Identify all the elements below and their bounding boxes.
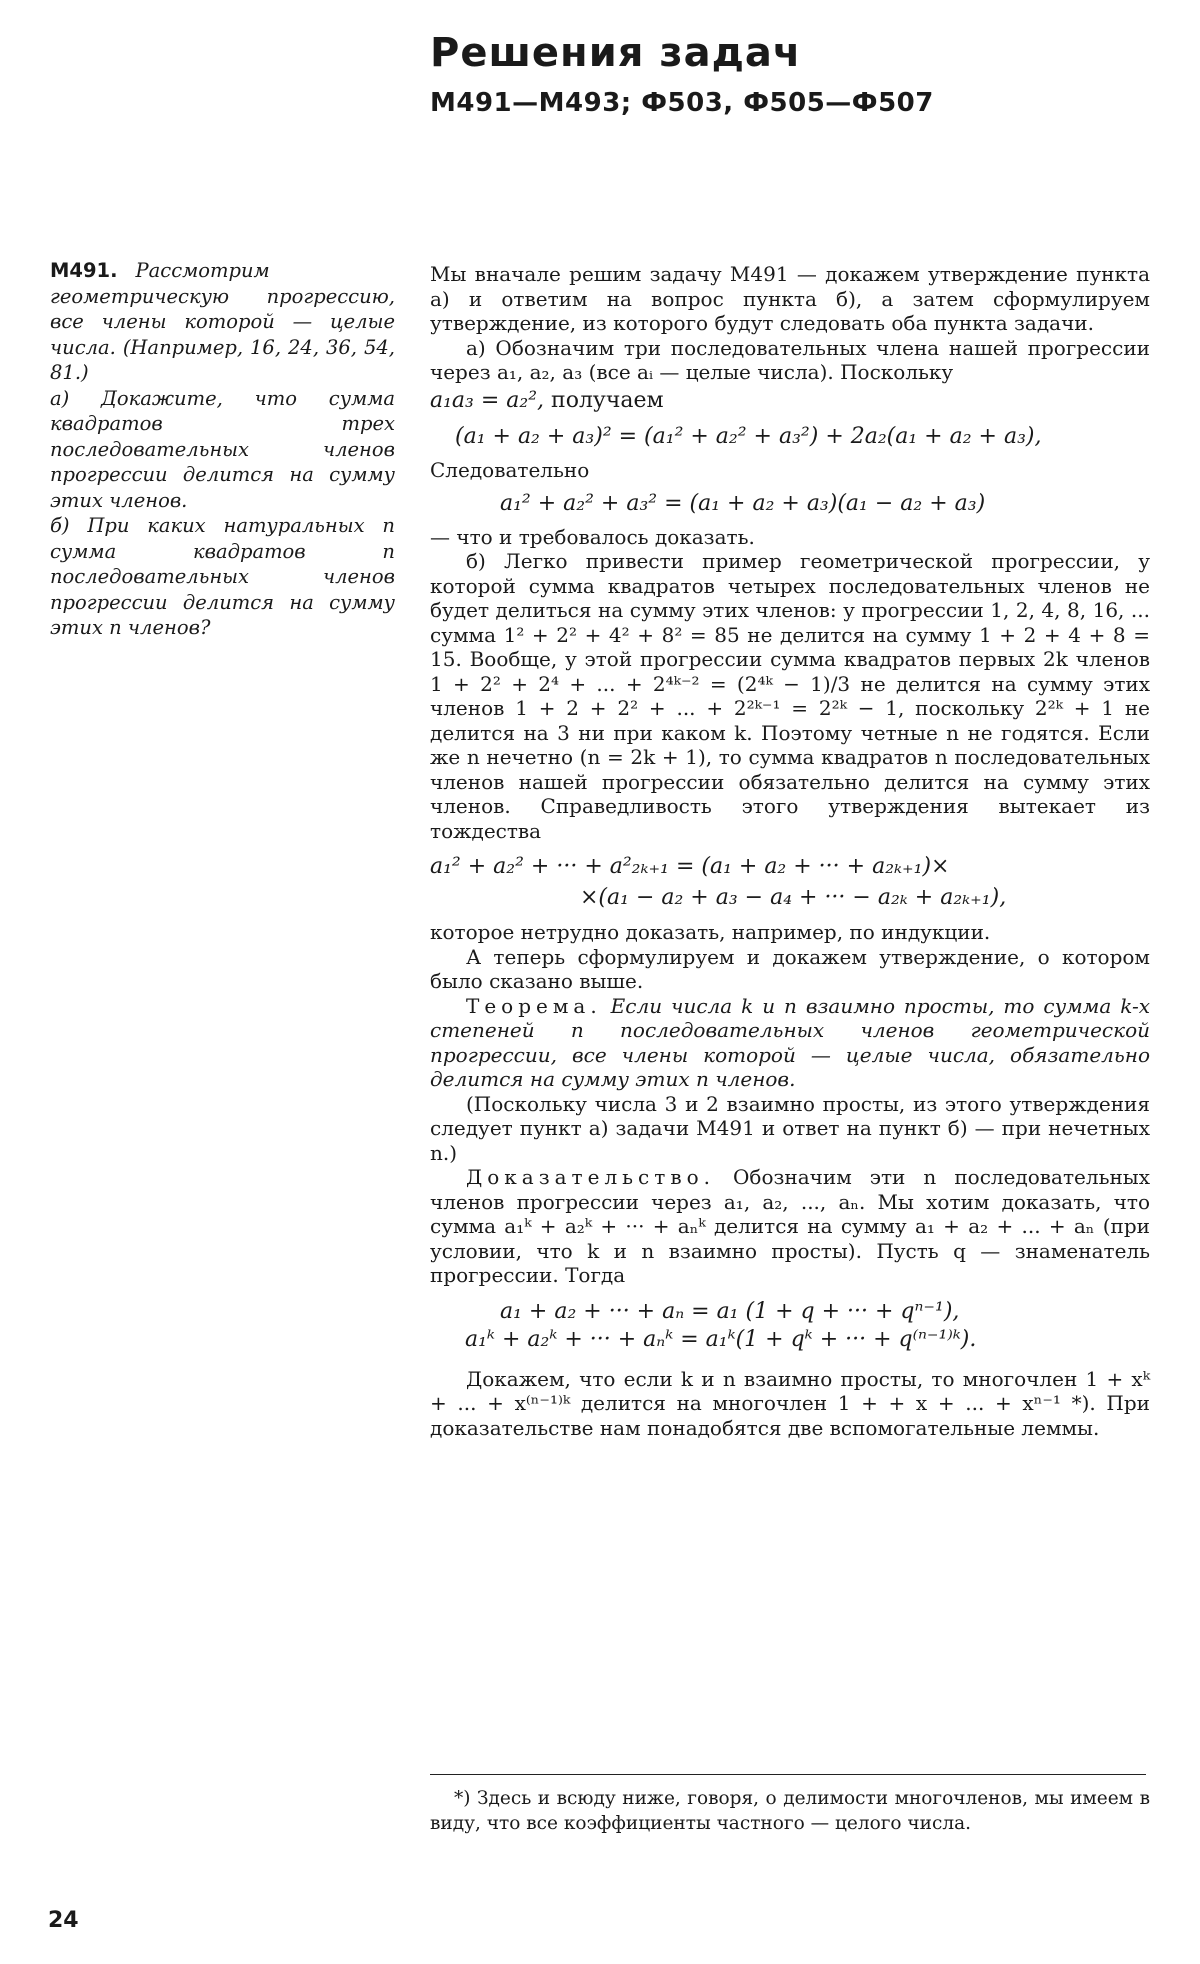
equation: ×(a₁ − a₂ + a₃ − a₄ + ··· − a₂ₖ + a₂ₖ₊₁), <box>580 884 1007 910</box>
problem-number: М491. <box>50 259 118 282</box>
equation: a₁ + a₂ + ··· + aₙ = a₁ (1 + q + ··· + qⁿ⁻¹), <box>500 1298 960 1324</box>
problem-part-b: б) При каких натуральных n сумма квадратов n последовательных членов прогрессии делится на сумму этих n членов? <box>50 514 395 639</box>
proof <box>430 1165 1150 1288</box>
proof-label: Доказательство. <box>466 1165 715 1189</box>
problem-part-a: а) Докажите, что сумма квадратов трех последовательных членов прогрессии делится на сумму этих членов. <box>50 386 395 512</box>
problem-statement <box>50 258 395 641</box>
paragraph: б) Легко привести пример геометрической прогрессии, у которой сумма квадратов четырех последовательных членов не будет делиться на сумму этих членов: у прогрессии 1, 2, 4, 8, 16, ... сумма 1² + 2² + 4² + 8² = 85 не делится на сумму 1 + 2 + 4 + 8 = 15. Вообще, у этой прогрессии сумма квадратов первых 2k членов 1 + 2² + 2⁴ + ... + 2⁴ᵏ⁻² = (2⁴ᵏ − 1)/3 не делится на сумму этих членов 1 + 2 + 2² + ... + 2²ᵏ⁻¹ = 2²ᵏ − 1, поскольку 2²ᵏ + 1 не делится на 3 ни при каком k. Поэтому четные n не годятся. Если же n нечетно (n = 2k + 1), то сумма квадратов n последовательных членов нашей прогрессии обязательно делится на сумму этих членов. Справедливость этого утверждения вытекает из тождества <box>430 549 1150 843</box>
theorem-text: Если числа k и n взаимно просты, то сумма k-х степеней n последовательных членов геометрической прогрессии, все члены которой — целые числа, обязательно делится на сумму этих n членов. <box>430 993 1150 1091</box>
equation: a₁² + a₂² + ··· + a²₂ₖ₊₁ = (a₁ + a₂ + ··· + a₂ₖ₊₁)× <box>430 854 950 879</box>
paragraph: (Поскольку числа 3 и 2 взаимно просты, из этого утверждения следует пункт а) задачи М491 и ответ на пункт б) — при нечетных n.) <box>430 1091 1150 1165</box>
paragraph: — что и требовалось доказать. <box>430 524 755 549</box>
paragraph: Следовательно <box>430 457 590 482</box>
footnote-divider <box>430 1774 1146 1775</box>
equation-word: получаем <box>551 387 664 413</box>
solution-text <box>430 262 1150 1440</box>
equation: a₁a₃ = a₂², <box>430 387 545 413</box>
footnote: *) Здесь и всюду ниже, говоря, о делимости многочленов, мы имеем в виду, что все коэффициенты частного — целого числа. <box>430 1788 1150 1834</box>
paragraph: Мы вначале решим задачу М491 — докажем утверждение пункта а) и ответим на вопрос пункта б), а затем сформулируем утверждение, из которого будут следовать оба пункта задачи. <box>430 262 1150 335</box>
page-title: Решения задач <box>430 30 802 76</box>
paragraph: которое нетрудно доказать, например, по индукции. <box>430 920 991 944</box>
theorem <box>430 994 1150 1092</box>
header <box>430 30 934 118</box>
paragraph: А теперь сформулируем и докажем утверждение, о котором было сказано выше. <box>430 944 1150 993</box>
paragraph: а) Обозначим три последовательных члена нашей прогрессии через a₁, a₂, a₃ (все aᵢ — целые числа). Поскольку <box>430 335 1150 384</box>
problem-intro <box>50 258 395 386</box>
equation: (a₁ + a₂ + a₃)² = (a₁² + a₂² + a₃²) + 2a₂(a₁ + a₂ + a₃), <box>455 424 1042 449</box>
problem-text: Рассмотрим геометрическую прогрессию, все члены которой — целые числа. (Например, 16, 24, 36, 54, 81.) <box>50 259 395 384</box>
page-subtitle: М491—М493; Ф503, Ф505—Ф507 <box>430 88 934 118</box>
equation-line <box>430 389 1150 414</box>
paragraph: Докажем, что если k и n взаимно просты, то многочлен 1 + xᵏ + ... + x⁽ⁿ⁻¹⁾ᵏ делится на многочлен 1 + + x + ... + xⁿ⁻¹ *). При доказательстве нам понадобятся две вспомогательные леммы. <box>430 1366 1150 1440</box>
theorem-label: Теорема. <box>466 993 602 1018</box>
equation: a₁² + a₂² + a₃² = (a₁ + a₂ + a₃)(a₁ − a₂ + a₃) <box>500 491 986 516</box>
page-number: 24 <box>48 1908 79 1933</box>
proof-text: Обозначим эти n последовательных членов прогрессии через a₁, a₂, ..., aₙ. Мы хотим доказать, что сумма a₁ᵏ + a₂ᵏ + ··· + aₙᵏ делится на сумму a₁ + a₂ + ... + aₙ (при условии, что k и n взаимно просты). Пусть q — знаменатель прогрессии. Тогда <box>430 1165 1150 1287</box>
equation: a₁ᵏ + a₂ᵏ + ··· + aₙᵏ = a₁ᵏ(1 + qᵏ + ··· + q⁽ⁿ⁻¹⁾ᵏ). <box>465 1327 977 1352</box>
